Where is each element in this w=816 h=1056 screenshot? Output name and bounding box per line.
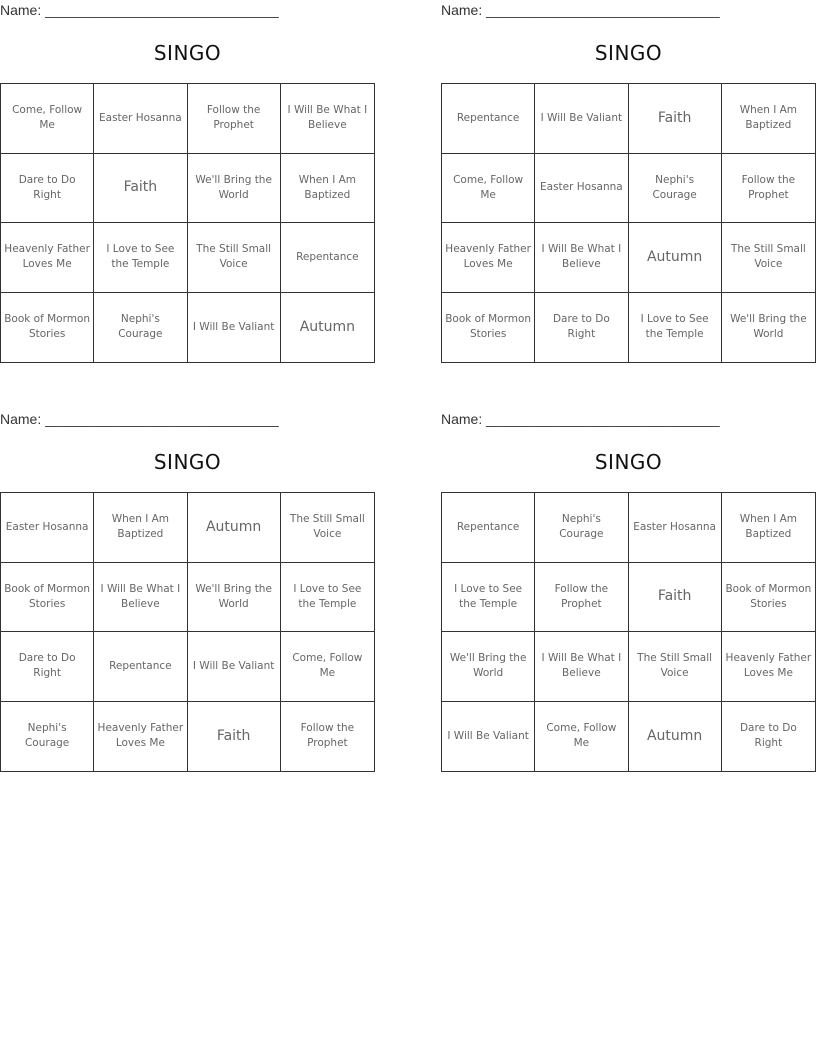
grid-cell: The Still Small Voice — [722, 223, 815, 293]
grid-cell: Follow the Prophet — [722, 154, 815, 224]
grid-cell: Repentance — [281, 223, 374, 293]
bingo-grid — [0, 492, 375, 772]
grid-cell: Heavenly Father Loves Me — [722, 632, 815, 702]
grid-cell: Book of Mormon Stories — [722, 563, 815, 633]
grid-cell: Come, Follow Me — [281, 632, 374, 702]
name-field-label: Name: ______________________________ — [441, 411, 720, 427]
grid-cell: Dare to Do Right — [739, 722, 797, 750]
grid-cell: I Will Be What I Believe — [94, 563, 187, 633]
grid-cell: Dare to Do Right — [535, 293, 628, 363]
grid-cell: I Love to See the Temple — [442, 563, 535, 633]
grid-cell: I Love to See the Temple — [281, 563, 374, 633]
grid-cell: Easter Hosanna — [94, 84, 187, 154]
card-title: SINGO — [594, 41, 663, 65]
grid-cell: Faith — [188, 702, 281, 772]
grid-cell: Book of Mormon Stories — [442, 293, 535, 363]
grid-cell: Heavenly Father Loves Me — [442, 223, 535, 293]
grid-cell: I Will Be What I Believe — [535, 632, 628, 702]
grid-cell: Book of Mormon Stories — [1, 293, 94, 363]
grid-cell: I Will Be Valiant — [188, 632, 281, 702]
grid-cell: I Will Be Valiant — [535, 84, 628, 154]
grid-cell: Nephi's Courage — [629, 154, 722, 224]
grid-cell: When I Am Baptized — [722, 84, 815, 154]
grid-cell: When I Am Baptized — [281, 154, 374, 224]
grid-cell: Easter Hosanna — [535, 154, 628, 224]
grid-cell: Autumn — [299, 318, 356, 335]
grid-cell: Nephi's Courage — [535, 493, 628, 563]
grid-cell: Dare to Do Right — [1, 632, 94, 702]
grid-cell: We'll Bring the World — [442, 632, 535, 702]
bingo-grid — [441, 83, 816, 363]
card-title: SINGO — [594, 450, 663, 474]
grid-cell: We'll Bring the World — [730, 313, 807, 341]
grid-cell: We'll Bring the World — [188, 563, 281, 633]
grid-cell: I Will Be What I Believe — [281, 84, 374, 154]
grid-cell: Follow the Prophet — [188, 84, 281, 154]
grid-cell: Nephi's Courage — [94, 293, 187, 363]
grid-cell: Come, Follow Me — [1, 84, 94, 154]
grid-cell: I Will Be What I Believe — [535, 223, 628, 293]
grid-cell: When I Am Baptized — [722, 493, 815, 563]
grid-cell: Nephi's Courage — [1, 702, 94, 772]
grid-cell: Faith — [629, 84, 722, 154]
grid-cell: Repentance — [94, 632, 187, 702]
bingo-grid — [0, 83, 375, 363]
name-field-label: Name: ______________________________ — [0, 411, 279, 427]
grid-cell: I Love to See the Temple — [94, 223, 187, 293]
grid-cell: Repentance — [442, 84, 535, 154]
grid-cell: Repentance — [442, 493, 535, 563]
name-field-label: Name: ______________________________ — [441, 2, 720, 18]
grid-cell: Easter Hosanna — [629, 493, 722, 563]
grid-cell: When I Am Baptized — [94, 493, 187, 563]
grid-cell: I Love to See the Temple — [629, 293, 722, 363]
bingo-grid — [441, 492, 816, 772]
grid-cell: Easter Hosanna — [1, 493, 94, 563]
grid-cell: I Will Be Valiant — [442, 702, 535, 772]
grid-cell: Dare to Do Right — [1, 154, 94, 224]
grid-cell: The Still Small Voice — [188, 223, 281, 293]
grid-cell: Autumn — [629, 702, 722, 772]
grid-cell: We'll Bring the World — [188, 154, 281, 224]
card-title: SINGO — [153, 450, 222, 474]
grid-cell: Autumn — [188, 493, 281, 563]
grid-cell: Follow the Prophet — [535, 563, 628, 633]
grid-cell: Come, Follow Me — [535, 702, 628, 772]
grid-cell: Heavenly Father Loves Me — [1, 223, 94, 293]
grid-cell: Heavenly Father Loves Me — [94, 702, 187, 772]
grid-cell: Faith — [629, 563, 722, 633]
grid-cell: I Will Be Valiant — [188, 293, 281, 363]
grid-cell: Faith — [94, 154, 187, 224]
name-field-label: Name: ______________________________ — [0, 2, 279, 18]
grid-cell: The Still Small Voice — [281, 493, 374, 563]
grid-cell: Come, Follow Me — [442, 154, 535, 224]
grid-cell: The Still Small Voice — [629, 632, 722, 702]
grid-cell: Follow the Prophet — [300, 722, 355, 750]
card-title: SINGO — [153, 41, 222, 65]
grid-cell: Autumn — [629, 223, 722, 293]
grid-cell: Book of Mormon Stories — [1, 563, 94, 633]
